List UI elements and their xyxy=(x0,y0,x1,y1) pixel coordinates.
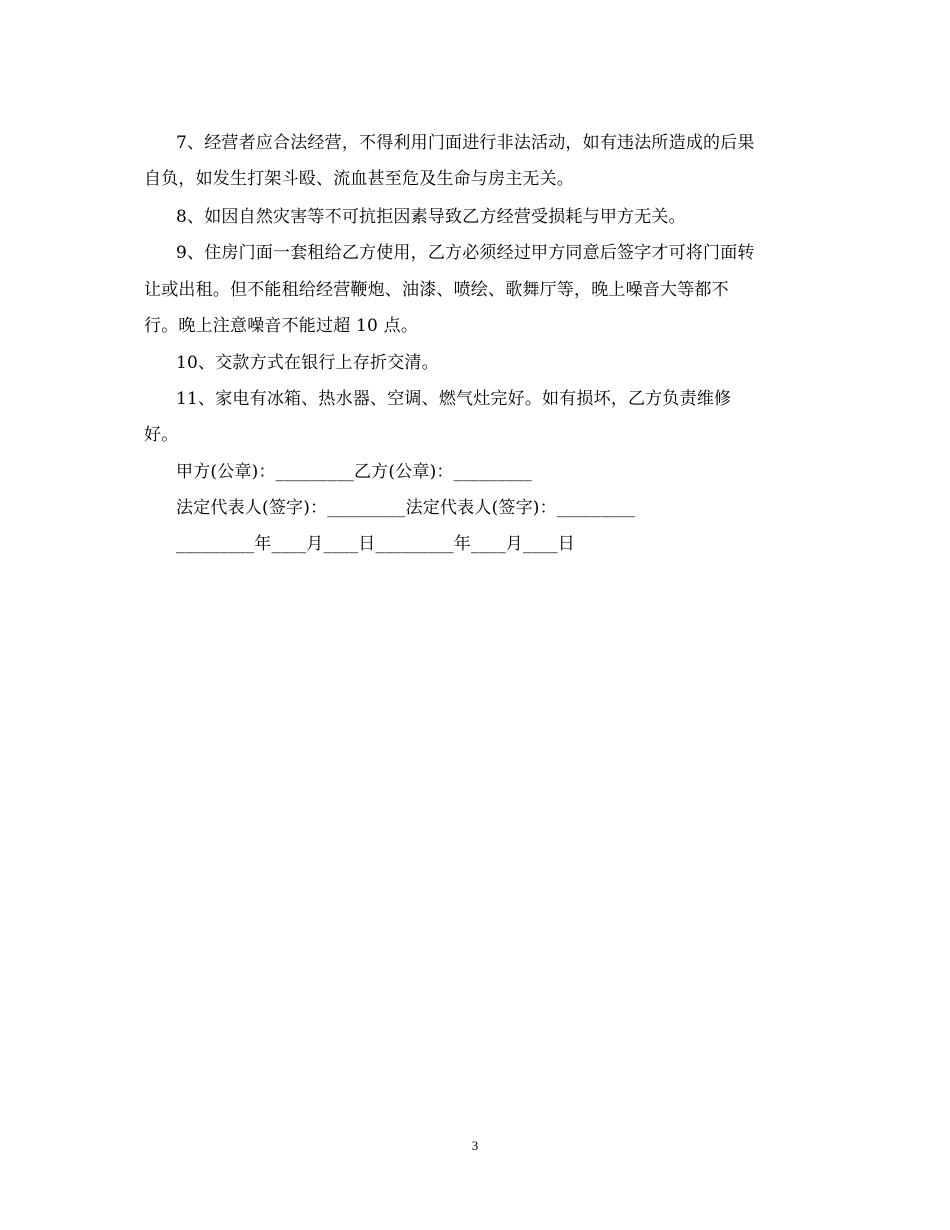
clause-10-line-1: 10、交款方式在银行上存折交清。 xyxy=(176,353,439,373)
clause-7-line-2: 自负，如发生打架斗殴、流血甚至危及生命与房主无关。 xyxy=(144,169,574,189)
party-seal-line: 甲方(公章)：_________乙方(公章)：_________ xyxy=(176,462,532,482)
clause-11-line-1: 11、家电有冰箱、热水器、空调、燃气灶完好。如有损坏，乙方负责维修 xyxy=(176,389,732,409)
page-number: 3 xyxy=(471,1138,479,1153)
clause-11-line-2: 好。 xyxy=(144,425,179,445)
clause-7-line-1: 7、经营者应合法经营，不得利用门面进行非法活动，如有违法所造成的后果 xyxy=(176,133,755,153)
date-line: _________年____月____日_________年____月____日 xyxy=(176,534,575,554)
clause-9-line-3: 行。晚上注意噪音不能过超 10 点。 xyxy=(144,316,419,336)
clause-9-line-2: 让或出租。但不能租给经营鞭炮、油漆、喷绘、歌舞厅等，晚上噪音大等都不 xyxy=(144,280,729,300)
clause-8-line-1: 8、如因自然灾害等不可抗拒因素导致乙方经营受损耗与甲方无关。 xyxy=(176,207,686,227)
clause-9-line-1: 9、住房门面一套租给乙方使用，乙方必须经过甲方同意后签字才可将门面转 xyxy=(176,243,755,263)
legal-representative-line: 法定代表人(签字)：_________法定代表人(签字)：_________ xyxy=(176,498,636,518)
